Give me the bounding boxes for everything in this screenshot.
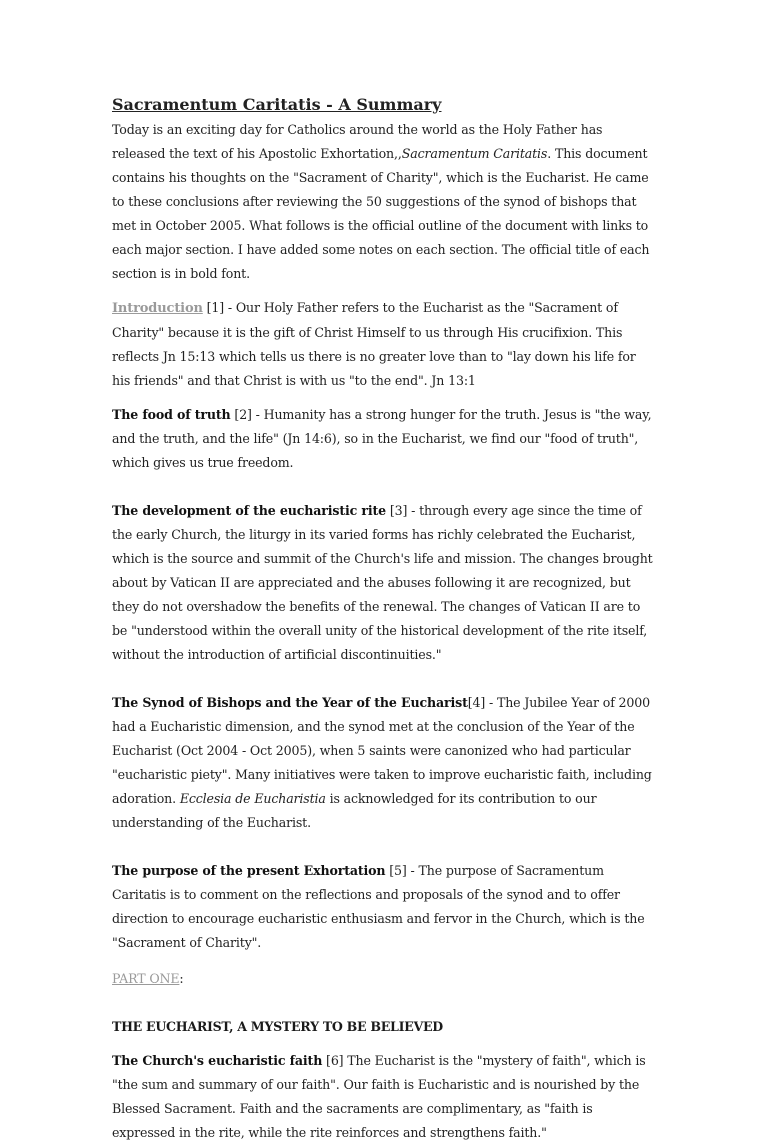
section-text: - through every age since the time of the early Church, the liturgy in its varied forms has richly celebrated the Eucharist, which is the source and summit of the Church's life and mission. The changes brought about by Vatican II are appreciated and the abuses following it are recognized, but they do not overshadow the benefits of the renewal. The changes of Vatican II are to be "understood within the overall unity of the historical development of the rite itself, without the introduction of artificial discontinuities."	[112, 503, 653, 662]
section-title: The Church's eucharistic faith	[112, 1053, 323, 1068]
page-title: Sacramentum Caritatis - A Summary	[112, 95, 442, 114]
part-one-line	[112, 967, 657, 991]
section-italic: Ecclesia de Eucharistia	[179, 791, 326, 806]
introduction-link[interactable]: Introduction	[112, 301, 203, 316]
intro-text-before: Today is an exciting day for Catholics around the world as the Holy Father has released the text of his Apostolic Exhortation,,	[112, 122, 603, 161]
section-purpose	[112, 859, 657, 955]
section-title: The Synod of Bishops and the Year of the Eucharist	[112, 695, 468, 710]
section-text: - The Jubilee Year of 2000 had a Eucharistic dimension, and the synod met at the conclusion of the Year of the Eucharist (Oct 2004 - Oct 2005), when 5 saints were canonized who had particular "eucharistic piety". Many initiatives were taken to improve eucharistic faith, including adoration.	[112, 695, 652, 806]
section-title: The development of the eucharistic rite	[112, 503, 387, 518]
part-one-heading: THE EUCHARIST, A MYSTERY TO BE BELIEVED	[112, 1019, 443, 1034]
intro-italic-title: Sacramentum Caritatis	[401, 146, 548, 161]
document-page	[112, 92, 657, 1145]
intro-paragraph	[112, 118, 657, 286]
intro-text-after: . This document contains his thoughts on the "Sacrament of Charity", which is the Eucharist. He came to these conclusions after reviewing the 50 suggestions of the synod of bishops that met in October 2005. What follows is the official outline of the document with links to each major section. I have added some notes on each section. The official title of each section is in bold font.	[112, 146, 650, 281]
section-ref: [6]	[322, 1053, 344, 1068]
section-ref: [5]	[385, 863, 407, 878]
section-ref: [3]	[386, 503, 408, 518]
section-title: The food of truth	[112, 407, 231, 422]
section-title: The purpose of the present Exhortation	[112, 863, 386, 878]
section-text: - Humanity has a strong hunger for the truth. Jesus is "the way, and the truth, and the life" (Jn 14:6), so in the Eucharist, we find our "food of truth", which gives us true freedom.	[112, 407, 652, 470]
section-ref: [2]	[230, 407, 252, 422]
section-text-after: is acknowledged for its contribution to our understanding of the Eucharist.	[112, 791, 597, 830]
section-text: The Eucharist is the "mystery of faith", which is "the sum and summary of our faith". Our faith is Eucharistic and is nourished by the Blessed Sacrament. Faith and the sacraments are complimentary, as "faith is expressed in the rite, while the rite reinforces and strengthens faith."	[112, 1053, 646, 1140]
section-synod-of-bishops	[112, 691, 657, 835]
part-one-link[interactable]: PART ONE	[112, 971, 180, 986]
section-church-eucharistic-faith	[112, 1049, 657, 1145]
section-text: - Our Holy Father refers to the Eucharist as the "Sacrament of Charity" because it is the gift of Christ Himself to us through His crucifixion. This reflects Jn 15:13 which tells us there is no greater love than to "lay down his life for his friends" and that Christ is with us "to the end". Jn 13:1	[112, 300, 636, 388]
section-ref: [4]	[467, 695, 486, 710]
section-eucharistic-rite	[112, 499, 657, 667]
section-introduction	[112, 296, 657, 393]
section-ref: [1]	[202, 300, 225, 315]
section-food-of-truth	[112, 403, 657, 475]
part-one-suffix: :	[179, 971, 184, 986]
section-text: - The purpose of Sacramentum Caritatis is to comment on the reflections and proposals of the synod and to offer direction to encourage eucharistic enthusiasm and fervor in the Church, which is the "Sacrament of Charity".	[112, 863, 645, 950]
